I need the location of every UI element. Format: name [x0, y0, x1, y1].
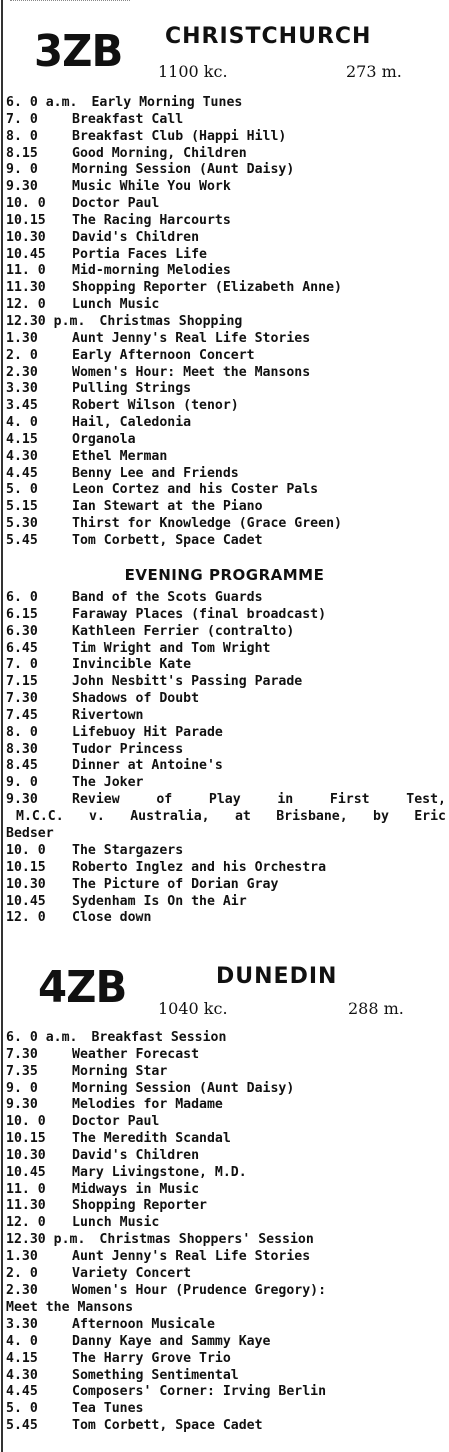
time-label: 10.30 — [6, 876, 46, 892]
program-continuation: M.C.C. v. Australia, at Brisbane, by Eric — [16, 808, 446, 824]
program-label: Good Morning, Children — [72, 145, 247, 161]
program-label: Tudor Princess — [72, 741, 184, 757]
program-label: Hail, Caledonia — [72, 415, 192, 431]
time-label: 11.30 — [6, 280, 46, 296]
list-item — [6, 230, 446, 247]
list-item — [6, 1283, 446, 1300]
program-label: Leon Cortez and his Coster Pals — [72, 482, 319, 498]
program-label: Lunch Music — [72, 1215, 160, 1231]
time-label: 3.45 — [6, 398, 38, 414]
time-label: 12.30 p.m. — [6, 313, 86, 329]
list-item — [6, 348, 446, 365]
list-item — [6, 1131, 446, 1148]
list-item — [6, 1182, 446, 1199]
list-item — [6, 1165, 446, 1182]
time-label: 10. 0 — [6, 196, 46, 212]
wavelength-3zb: 273 m. — [346, 62, 402, 81]
list-item — [6, 1401, 446, 1418]
list-item — [6, 1198, 446, 1215]
time-label: 9. 0 — [6, 162, 38, 178]
program-label: Band of the Scots Guards — [72, 590, 263, 605]
list-item — [6, 432, 446, 449]
list-item — [6, 129, 446, 146]
station-header-3zb — [0, 20, 449, 90]
program-label: Lifebuoy Hit Parade — [72, 724, 223, 740]
program-label: Midways in Music — [72, 1181, 200, 1197]
list-item — [6, 533, 446, 550]
list-item — [6, 590, 446, 607]
list-item — [6, 1081, 446, 1098]
program-label: Ethel Merman — [72, 448, 168, 464]
program-label: Thirst for Knowledge (Grace Green) — [72, 516, 342, 532]
list-item — [6, 708, 446, 725]
schedule-3zb-day — [6, 95, 446, 550]
program-label: Benny Lee and Friends — [72, 465, 239, 481]
program-label: Aunt Jenny's Real Life Stories — [72, 1248, 311, 1264]
time-label: 10.45 — [6, 246, 46, 262]
time-label: 2. 0 — [6, 347, 38, 363]
station-header-4zb — [0, 960, 449, 1030]
program-label: John Nesbitt's Passing Parade — [72, 674, 303, 690]
time-label: 6. 0 — [6, 590, 38, 605]
list-item — [6, 516, 446, 533]
time-label: 5. 0 — [6, 482, 38, 498]
program-label: Something Sentimental — [72, 1367, 239, 1383]
list-item — [6, 1418, 446, 1435]
time-label: 5.30 — [6, 516, 38, 532]
time-label: 5.45 — [6, 1418, 38, 1434]
time-label: 4. 0 — [6, 1333, 38, 1349]
program-label: Portia Faces Life — [72, 246, 207, 262]
frequency-3zb: 1100 kc. — [158, 62, 228, 81]
list-item — [6, 624, 446, 641]
program-label: Morning Session (Aunt Daisy) — [72, 162, 295, 178]
program-label: Early Afternoon Concert — [72, 347, 255, 363]
time-label: 6.30 — [6, 623, 38, 639]
list-item — [6, 1317, 446, 1334]
list-item — [6, 331, 446, 348]
time-label: 5. 0 — [6, 1401, 38, 1417]
time-label: 2. 0 — [6, 1265, 38, 1281]
list-item — [6, 1232, 446, 1249]
list-item — [6, 482, 446, 499]
list-item — [6, 742, 446, 759]
list-item — [6, 1114, 446, 1131]
program-label: David's Children — [72, 1147, 200, 1163]
time-label: 9. 0 — [6, 775, 38, 791]
time-label: 4.30 — [6, 448, 38, 464]
list-item — [6, 674, 446, 691]
list-item — [6, 247, 446, 264]
time-label: 11.30 — [6, 1198, 46, 1214]
program-label: Danny Kaye and Sammy Kaye — [72, 1333, 271, 1349]
list-item — [6, 607, 446, 624]
time-label: 12.30 p.m. — [6, 1232, 86, 1248]
list-item — [6, 1266, 446, 1283]
time-label: 7.15 — [6, 674, 38, 690]
program-label: The Harry Grove Trio — [72, 1350, 231, 1366]
callsign-3zb: 3ZB — [34, 26, 123, 77]
time-label: 7. 0 — [6, 111, 38, 127]
list-item — [6, 1249, 446, 1266]
list-item — [6, 1064, 446, 1081]
time-label: 8.30 — [6, 741, 38, 757]
time-label: 5.45 — [6, 532, 38, 548]
list-item — [6, 466, 446, 483]
program-continuation: Meet the Mansons — [6, 1300, 134, 1315]
list-item — [6, 758, 446, 775]
time-label: 9.30 — [6, 1097, 38, 1113]
list-item — [6, 877, 446, 894]
time-label: 3.30 — [6, 381, 38, 397]
time-label: 4. 0 — [6, 415, 38, 431]
program-label: Lunch Music — [72, 297, 160, 313]
time-label: 8.45 — [6, 758, 38, 774]
time-label: 12. 0 — [6, 297, 46, 313]
program-label: Shopping Reporter — [72, 1198, 207, 1214]
time-label: 5.15 — [6, 499, 38, 515]
list-item — [6, 162, 446, 179]
program-label: Ian Stewart at the Piano — [72, 499, 263, 515]
time-label: 10.45 — [6, 893, 46, 909]
list-item — [6, 381, 446, 398]
program-label: Robert Wilson (tenor) — [72, 398, 239, 414]
time-label: 12. 0 — [6, 910, 46, 926]
program-label: Roberto Inglez and his Orchestra — [72, 859, 327, 875]
program-label: Tim Wright and Tom Wright — [72, 640, 271, 656]
time-label: 10.30 — [6, 1147, 46, 1163]
program-label: Afternoon Musicale — [72, 1317, 215, 1332]
list-item — [6, 196, 446, 213]
list-item — [6, 1148, 446, 1165]
time-label: 2.30 — [6, 364, 38, 380]
time-label: 4.15 — [6, 1350, 38, 1366]
time-label: 7.30 — [6, 691, 38, 707]
list-item — [6, 297, 446, 314]
list-item — [6, 263, 446, 280]
program-label: Mary Livingstone, M.D. — [72, 1164, 247, 1180]
time-label: 6. 0 a.m. — [6, 95, 78, 110]
list-item — [6, 894, 446, 911]
time-label: 10.45 — [6, 1164, 46, 1180]
program-label: Pulling Strings — [72, 381, 192, 397]
program-label: Women's Hour (Prudence Gregory): — [72, 1282, 327, 1298]
time-label: 11. 0 — [6, 263, 46, 279]
list-item — [6, 112, 446, 129]
list-item — [6, 1030, 446, 1047]
time-label: 3.30 — [6, 1317, 38, 1332]
time-label: 11. 0 — [6, 1181, 46, 1197]
list-item — [6, 1351, 446, 1368]
program-label: Shadows of Doubt — [72, 691, 200, 707]
program-label: Early Morning Tunes — [91, 95, 243, 110]
list-item — [6, 860, 446, 877]
time-label: 7.30 — [6, 1046, 38, 1062]
list-item — [6, 641, 446, 658]
time-label: 8. 0 — [6, 128, 38, 144]
list-item — [6, 213, 446, 230]
program-label: Sydenham Is On the Air — [72, 893, 247, 909]
list-item — [6, 843, 446, 860]
program-label: Women's Hour: Meet the Mansons — [72, 364, 311, 380]
time-label: 10.15 — [6, 859, 46, 875]
program-label: Close down — [72, 910, 152, 926]
time-label: 9. 0 — [6, 1080, 38, 1096]
list-item — [6, 280, 446, 297]
program-label: The Meredith Scandal — [72, 1131, 231, 1147]
program-label: Variety Concert — [72, 1265, 192, 1281]
list-item — [6, 792, 446, 809]
program-label: Rivertown — [72, 707, 144, 723]
program-label: David's Children — [72, 229, 200, 245]
time-label: 10.15 — [6, 1131, 46, 1147]
program-label: Composers' Corner: Irving Berlin — [72, 1384, 327, 1400]
program-continuation: Bedser — [6, 825, 54, 841]
program-label: The Picture of Dorian Gray — [72, 876, 279, 892]
schedule-3zb-late — [6, 843, 446, 927]
time-label: 10.15 — [6, 212, 46, 228]
top-dotted-rule — [10, 0, 130, 1]
list-item — [6, 449, 446, 466]
program-label: Faraway Places (final broadcast) — [72, 606, 327, 622]
program-label: Weather Forecast — [72, 1046, 200, 1062]
list-item — [6, 1368, 446, 1385]
list-item — [6, 499, 446, 516]
time-label: 6. 0 a.m. — [6, 1030, 78, 1045]
time-label: 9.30 — [6, 179, 38, 195]
list-item — [6, 1215, 446, 1232]
time-label: 4.15 — [6, 431, 38, 447]
program-label: Morning Session (Aunt Daisy) — [72, 1080, 295, 1096]
wavelength-4zb: 288 m. — [348, 999, 404, 1018]
time-label: 4.45 — [6, 1384, 38, 1400]
program-label: Dinner at Antoine's — [72, 758, 223, 774]
frequency-4zb: 1040 kc. — [158, 999, 228, 1018]
program-label: Aunt Jenny's Real Life Stories — [72, 330, 311, 346]
program-label: Melodies for Madame — [72, 1097, 223, 1113]
program-label: Music While You Work — [72, 179, 231, 195]
list-item — [6, 398, 446, 415]
program-label: Tom Corbett, Space Cadet — [72, 1418, 263, 1434]
time-label: 6.15 — [6, 606, 38, 622]
program-label: Mid-morning Melodies — [72, 263, 231, 279]
program-label: Christmas Shopping — [99, 313, 243, 329]
schedule-4zb — [6, 1030, 446, 1300]
time-label: 8.15 — [6, 145, 38, 161]
list-item — [6, 725, 446, 742]
column-rule — [1, 0, 3, 1452]
time-label: 4.30 — [6, 1367, 38, 1383]
list-item — [6, 179, 446, 196]
list-item — [6, 657, 446, 674]
time-label: 12. 0 — [6, 1215, 46, 1231]
city-dunedin: DUNEDIN — [216, 964, 338, 989]
program-label: The Joker — [72, 775, 144, 791]
time-label: 7. 0 — [6, 657, 38, 673]
program-label: Organola — [72, 431, 136, 447]
program-label: Invincible Kate — [72, 657, 192, 673]
list-item — [6, 365, 446, 382]
list-item — [6, 1047, 446, 1064]
program-label: Shopping Reporter (Elizabeth Anne) — [72, 280, 342, 296]
program-label: Doctor Paul — [72, 196, 160, 212]
program-label: Breakfast Session — [91, 1030, 227, 1045]
program-label: Tom Corbett, Space Cadet — [72, 532, 263, 548]
program-label: Breakfast Club (Happi Hill) — [72, 128, 287, 144]
list-item — [6, 1384, 446, 1401]
program-label: Breakfast Call — [72, 111, 184, 127]
list-item — [6, 314, 446, 331]
callsign-4zb: 4ZB — [38, 962, 127, 1013]
program-label: Doctor Paul — [72, 1114, 160, 1130]
time-label: 8. 0 — [6, 724, 38, 740]
program-label: Christmas Shoppers' Session — [99, 1232, 314, 1248]
list-item — [6, 95, 446, 112]
list-item — [6, 415, 446, 432]
list-item — [6, 775, 446, 792]
program-label: Review of Play in First Test, — [72, 792, 446, 807]
program-label: Kathleen Ferrier (contralto) — [72, 623, 295, 639]
program-label: The Racing Harcourts — [72, 212, 231, 228]
list-item — [6, 1097, 446, 1114]
time-label: 10. 0 — [6, 1114, 46, 1130]
time-label: 10.30 — [6, 229, 46, 245]
evening-programme-heading: EVENING PROGRAMME — [124, 566, 325, 584]
list-item — [6, 910, 446, 927]
program-label: Morning Star — [72, 1063, 168, 1079]
program-label: The Stargazers — [72, 843, 184, 858]
schedule-4zb-afternoon — [6, 1317, 446, 1435]
schedule-3zb-evening — [6, 590, 446, 792]
review-entry — [6, 792, 446, 843]
list-item — [6, 691, 446, 708]
time-label: 9.30 — [6, 792, 38, 807]
list-item — [6, 146, 446, 163]
city-christchurch: CHRISTCHURCH — [165, 24, 372, 49]
continuation-line — [6, 1300, 446, 1317]
time-label: 4.45 — [6, 465, 38, 481]
time-label: 7.45 — [6, 707, 38, 723]
time-label: 2.30 — [6, 1282, 38, 1298]
time-label: 10. 0 — [6, 843, 46, 858]
program-label: Tea Tunes — [72, 1401, 144, 1417]
time-label: 7.35 — [6, 1063, 38, 1079]
time-label: 1.30 — [6, 1248, 38, 1264]
time-label: 1.30 — [6, 330, 38, 346]
list-item — [6, 1334, 446, 1351]
time-label: 6.45 — [6, 640, 38, 656]
